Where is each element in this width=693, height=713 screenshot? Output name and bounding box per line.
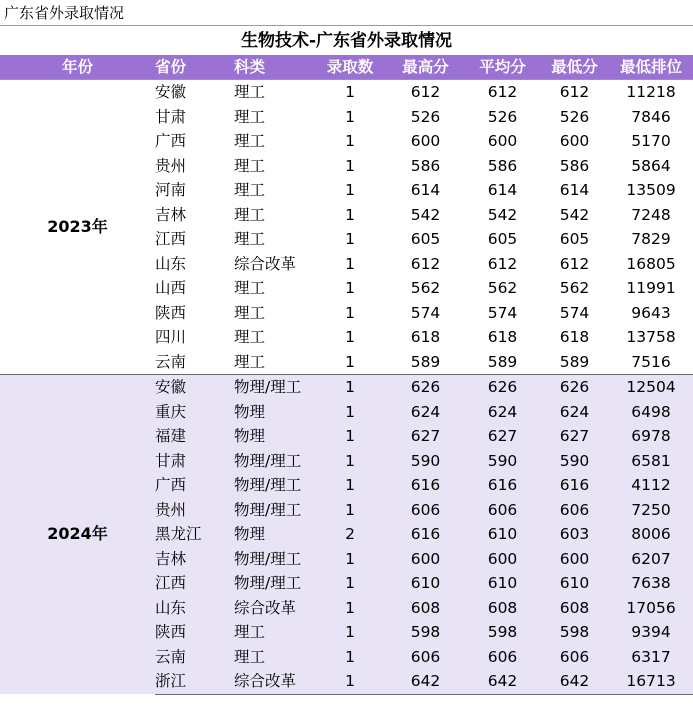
min-rank-cell: 11218 xyxy=(609,80,693,105)
max-score-cell: 562 xyxy=(410,279,441,297)
count-cell: 1 xyxy=(345,132,355,150)
min-rank-cell: 17056 xyxy=(609,596,693,621)
avg-score-cell: 608 xyxy=(465,596,540,621)
category-cell: 物理/理工 xyxy=(234,571,314,596)
max-score-cell: 600 xyxy=(410,132,441,150)
col-header-avg: 平均分 xyxy=(465,55,540,80)
province-cell: 山东 xyxy=(155,596,234,621)
category-cell: 理工 xyxy=(234,80,314,105)
max-score-cell: 642 xyxy=(386,669,465,694)
min-rank-cell: 7829 xyxy=(631,230,671,248)
max-score-cell: 610 xyxy=(386,571,465,596)
min-rank-cell: 9643 xyxy=(631,303,671,322)
avg-score-cell: 526 xyxy=(487,107,518,126)
divider xyxy=(0,25,693,26)
max-score-cell: 627 xyxy=(386,424,465,449)
min-score-cell: 626 xyxy=(540,375,609,400)
avg-score-cell: 606 xyxy=(465,498,540,523)
count-cell: 1 xyxy=(345,303,355,322)
min-rank-cell: 9394 xyxy=(609,620,693,645)
count-cell: 1 xyxy=(345,279,355,297)
min-rank-cell: 7248 xyxy=(631,205,671,224)
count-cell: 1 xyxy=(314,547,386,572)
min-score-cell: 542 xyxy=(559,205,590,224)
col-header-min-rank: 最低排位 xyxy=(609,55,693,80)
count-cell: 1 xyxy=(314,80,386,105)
avg-score-cell: 598 xyxy=(465,620,540,645)
min-score-cell: 586 xyxy=(559,156,590,175)
category-cell: 理工 xyxy=(234,352,266,371)
min-score-cell: 610 xyxy=(540,571,609,596)
avg-score-cell: 624 xyxy=(465,400,540,425)
avg-score-cell: 610 xyxy=(465,571,540,596)
min-score-cell: 590 xyxy=(540,449,609,474)
min-score-cell: 642 xyxy=(540,669,609,694)
province-cell: 福建 xyxy=(155,424,234,449)
category-cell: 综合改革 xyxy=(234,596,314,621)
col-header-min: 最低分 xyxy=(540,55,609,80)
count-cell: 1 xyxy=(345,107,355,126)
province-cell: 贵州 xyxy=(155,156,187,175)
min-rank-cell: 6317 xyxy=(609,645,693,670)
max-score-cell: 526 xyxy=(410,107,441,126)
min-rank-cell: 4112 xyxy=(609,473,693,498)
province-cell: 山西 xyxy=(155,279,187,297)
count-cell: 1 xyxy=(314,400,386,425)
avg-score-cell: 627 xyxy=(465,424,540,449)
category-cell: 物理/理工 xyxy=(234,473,314,498)
count-cell: 1 xyxy=(345,156,355,175)
max-score-cell: 616 xyxy=(386,473,465,498)
count-cell: 1 xyxy=(314,596,386,621)
avg-score-cell: 618 xyxy=(487,328,518,346)
province-cell: 安徽 xyxy=(155,80,234,105)
province-cell: 黑龙江 xyxy=(155,522,234,547)
min-rank-cell: 6581 xyxy=(609,449,693,474)
avg-score-cell: 612 xyxy=(465,80,540,105)
max-score-cell: 574 xyxy=(410,303,441,322)
avg-score-cell: 542 xyxy=(487,205,518,224)
count-cell: 1 xyxy=(314,424,386,449)
min-rank-cell: 6978 xyxy=(609,424,693,449)
max-score-cell: 600 xyxy=(386,547,465,572)
count-cell: 1 xyxy=(314,449,386,474)
province-cell: 云南 xyxy=(155,352,187,371)
avg-score-cell: 586 xyxy=(487,156,518,175)
min-score-cell: 603 xyxy=(540,522,609,547)
category-cell: 理工 xyxy=(234,620,314,645)
table-row xyxy=(0,80,693,105)
min-rank-cell: 7846 xyxy=(631,107,671,126)
count-cell: 1 xyxy=(314,645,386,670)
province-cell: 浙江 xyxy=(155,669,234,694)
max-score-cell: 612 xyxy=(410,254,441,273)
table-row xyxy=(0,375,693,400)
year-cell: 2024年 xyxy=(0,375,155,695)
min-rank-cell: 6207 xyxy=(609,547,693,572)
min-score-cell: 574 xyxy=(559,303,590,322)
min-score-cell: 606 xyxy=(540,498,609,523)
col-header-count: 录取数 xyxy=(314,55,386,80)
category-cell: 理工 xyxy=(234,132,266,150)
min-rank-cell: 7250 xyxy=(609,498,693,523)
max-score-cell: 606 xyxy=(386,498,465,523)
category-cell: 理工 xyxy=(234,279,266,297)
count-cell: 1 xyxy=(345,328,355,346)
min-score-cell: 598 xyxy=(540,620,609,645)
province-cell: 四川 xyxy=(155,328,187,346)
avg-score-cell: 574 xyxy=(487,303,518,322)
province-cell: 甘肃 xyxy=(155,449,234,474)
min-score-cell: 605 xyxy=(559,230,590,248)
min-rank-cell: 13758 xyxy=(626,328,676,346)
province-cell: 广西 xyxy=(155,473,234,498)
min-rank-cell: 5864 xyxy=(631,156,671,175)
max-score-cell: 542 xyxy=(410,205,441,224)
category-cell: 理工 xyxy=(234,181,266,199)
count-cell: 1 xyxy=(345,230,355,248)
province-cell: 吉林 xyxy=(155,547,234,572)
min-rank-cell: 16713 xyxy=(609,669,693,694)
min-score-cell: 526 xyxy=(559,107,590,126)
category-cell: 综合改革 xyxy=(234,254,297,273)
category-cell: 物理 xyxy=(234,424,314,449)
avg-score-cell: 600 xyxy=(487,132,518,150)
min-score-cell: 612 xyxy=(559,254,590,273)
province-cell: 陕西 xyxy=(155,620,234,645)
min-score-cell: 606 xyxy=(540,645,609,670)
avg-score-cell: 616 xyxy=(465,473,540,498)
min-rank-cell: 16805 xyxy=(626,254,676,273)
category-cell: 理工 xyxy=(234,205,266,224)
count-cell: 2 xyxy=(314,522,386,547)
min-score-cell: 600 xyxy=(559,132,590,150)
count-cell: 1 xyxy=(314,571,386,596)
col-header-province: 省份 xyxy=(155,55,234,80)
count-cell: 1 xyxy=(345,352,355,371)
category-cell: 理工 xyxy=(234,645,314,670)
province-cell: 河南 xyxy=(155,181,187,199)
min-rank-cell: 7638 xyxy=(609,571,693,596)
province-cell: 甘肃 xyxy=(155,107,187,126)
avg-score-cell: 589 xyxy=(487,352,518,371)
min-score-cell: 627 xyxy=(540,424,609,449)
category-cell: 理工 xyxy=(234,156,266,175)
year-cell: 2023年 xyxy=(0,80,155,375)
count-cell: 1 xyxy=(314,375,386,400)
count-cell: 1 xyxy=(314,473,386,498)
max-score-cell: 590 xyxy=(386,449,465,474)
sheet-tab-label[interactable]: 广东省外录取情况 xyxy=(4,4,125,22)
max-score-cell: 618 xyxy=(410,328,441,346)
avg-score-cell: 600 xyxy=(465,547,540,572)
province-cell: 贵州 xyxy=(155,498,234,523)
max-score-cell: 586 xyxy=(410,156,441,175)
avg-score-cell: 610 xyxy=(465,522,540,547)
min-rank-cell: 8006 xyxy=(609,522,693,547)
province-cell: 江西 xyxy=(155,571,234,596)
count-cell: 1 xyxy=(345,254,355,273)
table-title: 生物技术-广东省外录取情况 xyxy=(241,31,453,51)
avg-score-cell: 642 xyxy=(465,669,540,694)
min-score-cell: 608 xyxy=(540,596,609,621)
min-rank-cell: 6498 xyxy=(609,400,693,425)
min-rank-cell: 5170 xyxy=(631,132,671,150)
category-cell: 物理 xyxy=(234,400,314,425)
province-cell: 云南 xyxy=(155,645,234,670)
max-score-cell: 605 xyxy=(410,230,441,248)
min-score-cell: 612 xyxy=(540,80,609,105)
province-cell: 重庆 xyxy=(155,400,234,425)
min-score-cell: 600 xyxy=(540,547,609,572)
category-cell: 理工 xyxy=(234,230,266,248)
max-score-cell: 616 xyxy=(386,522,465,547)
max-score-cell: 626 xyxy=(386,375,465,400)
admission-table xyxy=(0,28,693,695)
province-cell: 吉林 xyxy=(155,205,187,224)
province-cell: 安徽 xyxy=(155,375,234,400)
max-score-cell: 589 xyxy=(410,352,441,371)
min-score-cell: 589 xyxy=(559,352,590,371)
min-score-cell: 562 xyxy=(559,279,590,297)
category-cell: 理工 xyxy=(234,107,266,126)
min-rank-cell: 7516 xyxy=(631,352,671,371)
max-score-cell: 608 xyxy=(386,596,465,621)
max-score-cell: 624 xyxy=(386,400,465,425)
count-cell: 1 xyxy=(314,669,386,694)
max-score-cell: 614 xyxy=(410,181,441,199)
category-cell: 物理/理工 xyxy=(234,375,314,400)
category-cell: 理工 xyxy=(234,328,266,346)
min-score-cell: 624 xyxy=(540,400,609,425)
province-cell: 江西 xyxy=(155,230,187,248)
province-cell: 山东 xyxy=(155,254,187,273)
province-cell: 陕西 xyxy=(155,303,187,322)
category-cell: 物理/理工 xyxy=(234,547,314,572)
min-rank-cell: 12504 xyxy=(609,375,693,400)
min-score-cell: 616 xyxy=(540,473,609,498)
avg-score-cell: 614 xyxy=(487,181,518,199)
count-cell: 1 xyxy=(314,498,386,523)
province-cell: 广西 xyxy=(155,132,187,150)
avg-score-cell: 606 xyxy=(465,645,540,670)
category-cell: 物理/理工 xyxy=(234,449,314,474)
count-cell: 1 xyxy=(314,620,386,645)
table-body xyxy=(0,80,693,695)
col-header-max: 最高分 xyxy=(386,55,465,80)
category-cell: 理工 xyxy=(234,303,266,322)
min-rank-cell: 11991 xyxy=(626,279,676,297)
max-score-cell: 612 xyxy=(386,80,465,105)
category-cell: 物理 xyxy=(234,522,314,547)
count-cell: 1 xyxy=(345,205,355,224)
avg-score-cell: 562 xyxy=(487,279,518,297)
avg-score-cell: 626 xyxy=(465,375,540,400)
avg-score-cell: 590 xyxy=(465,449,540,474)
min-score-cell: 614 xyxy=(559,181,590,199)
category-cell: 综合改革 xyxy=(234,669,314,694)
col-header-category: 科类 xyxy=(234,55,314,80)
max-score-cell: 598 xyxy=(386,620,465,645)
count-cell: 1 xyxy=(345,181,355,199)
min-rank-cell: 13509 xyxy=(626,181,676,199)
category-cell: 物理/理工 xyxy=(234,498,314,523)
avg-score-cell: 605 xyxy=(487,230,518,248)
col-header-year: 年份 xyxy=(0,55,155,80)
max-score-cell: 606 xyxy=(386,645,465,670)
header-row xyxy=(0,55,693,80)
avg-score-cell: 612 xyxy=(487,254,518,273)
min-score-cell: 618 xyxy=(559,328,590,346)
